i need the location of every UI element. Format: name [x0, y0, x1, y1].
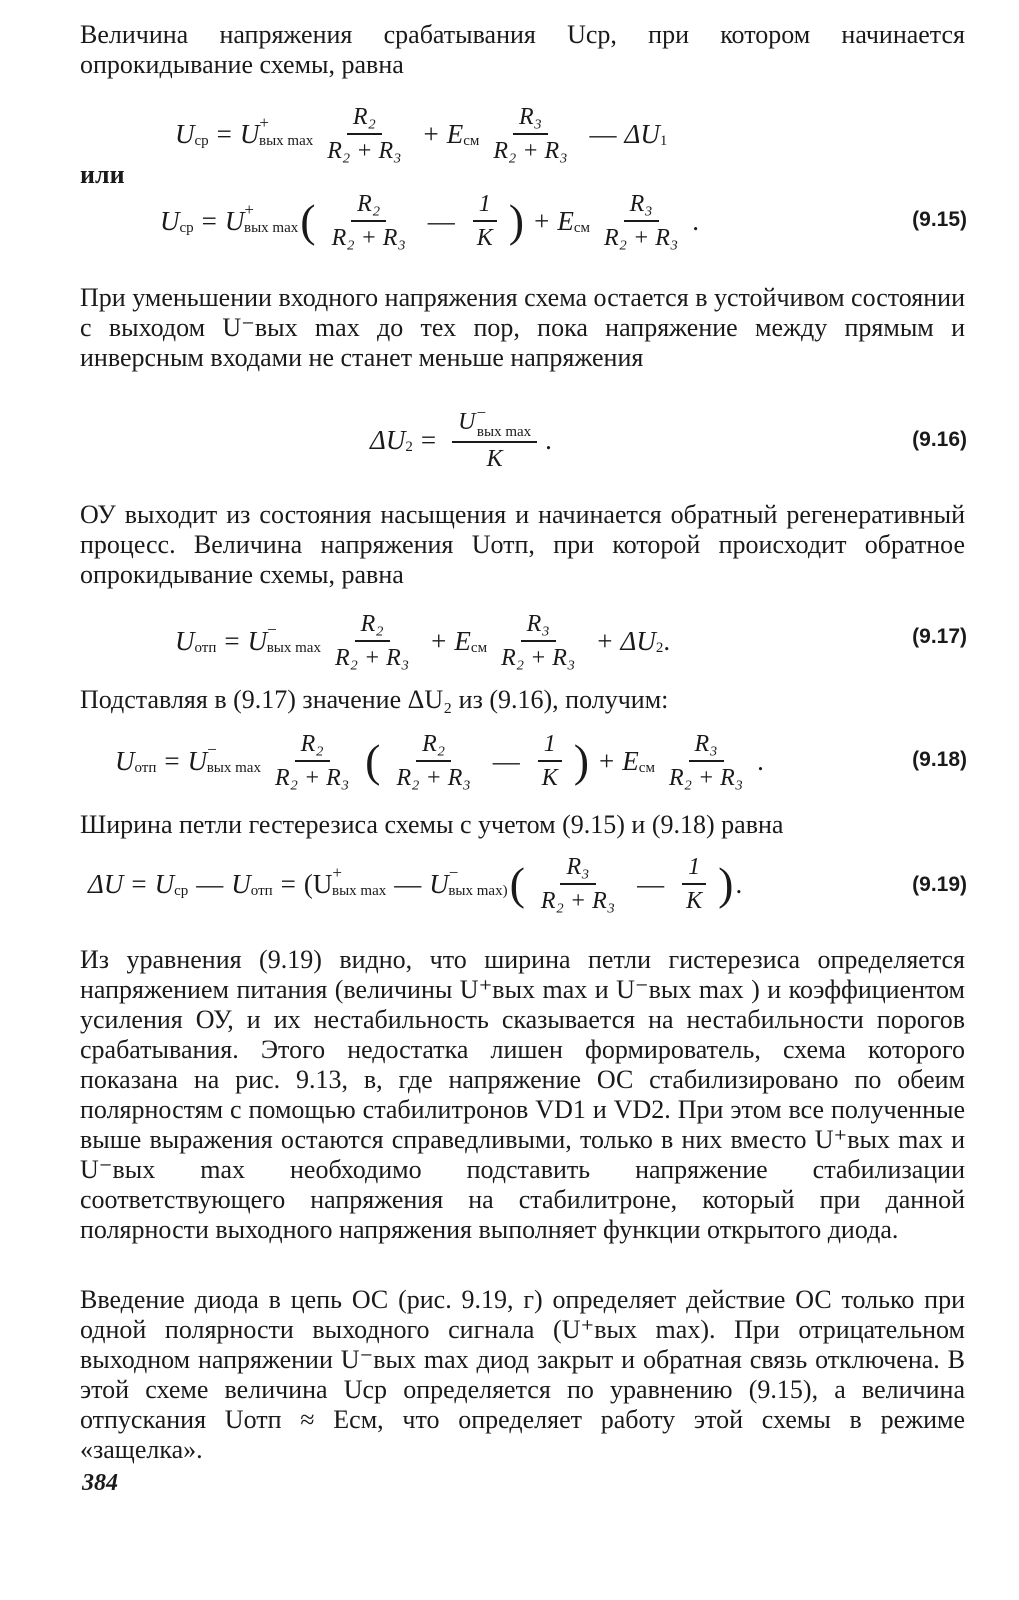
formula-9-17: U отп = U − вых max $\frac{\text{R₂}}{\text{R₂ + R₃}}$ + E см $\frac{\text{R₃}}{\text{R₂ + R₃}}$ + ΔU 2 .: [175, 611, 671, 671]
fraction: $\frac{\text{R₃}}{\text{R₂ + R₃}}$: [668, 731, 744, 791]
fraction: $\frac{\text{R₃}}{\text{R₂ + R₃}}$: [540, 854, 616, 914]
formula-9-15: U ср = U + вых max ( $\frac{\text{R₂}}{\text{R₂ + R₃}}$ — $\frac{1}{K}$ ) + E см $\frac{\text{R₃}}{\text{R₂ + R₃}}$ .: [160, 191, 699, 251]
formula-ucp-1: U ср = U + вых max $\frac{\text{R₂}}{\text{R₂ + R₃}}$ + E см $\frac{\text{R₃}}{\text{R₂ + R₃}}$ — ΔU 1: [175, 104, 668, 164]
fraction: $\frac{\text{R₂}}{\text{R₂ + R₃}}$: [327, 104, 402, 164]
fraction: $\frac{\text{R₂}}{\text{R₂ + R₃}}$: [331, 191, 406, 251]
fraction: $\frac{1}{K}$: [471, 190, 499, 252]
equation-number: (9.18): [912, 748, 967, 771]
page-number: 384: [82, 1470, 118, 1496]
fraction: $\frac{1}{K}$: [680, 853, 708, 915]
fraction: $\frac{\text{R₃}}{\text{R₂ + R₃}}$: [501, 611, 576, 671]
fraction: $\frac{U^-_{вых max}}{K}$: [452, 408, 537, 473]
paragraph-5: Ширина петли гестерезиса схемы с учетом (9.15) и (9.18) равна: [80, 810, 784, 839]
fraction: $\frac{\text{R₃}}{\text{R₂ + R₃}}$: [604, 191, 679, 251]
paragraph-6: Из уравнения (9.19) видно, что ширина петли гистерезиса определяется напряжением питания (величины U⁺вых max и U⁻вых max ) и коэффициентом усиления ОУ, и их нестабильность сказывается на нестабильности порогов срабатывания. Этого недостатка лишен формирователь, схема которого показана на рис. 9.13, в, где напряжение ОС стабилизировано по обеим полярностям с помощью стабилитронов VD1 и VD2. При этом все полученные выше выражения остаются справедливыми, только в них вместо U⁺вых max и U⁻вых max необходимо подставить напряжение стабилизации соответствующего напряжения на стабилитроне, который при данной полярности выходного напряжения выполняет функции открытого диода.: [80, 945, 965, 1244]
fraction: $\frac{\text{R₂}}{\text{R₂ + R₃}}$: [334, 611, 410, 671]
paragraph-3: ОУ выходит из состояния насыщения и начинается обратный регенеративный процесс. Величина напряжения Uотп, при которой происходит обратное опрокидывание схемы, равна: [80, 500, 965, 589]
equation-number: (9.15): [912, 208, 967, 231]
equation-number: (9.17): [912, 625, 967, 648]
fraction: $\frac{\text{R₃}}{\text{R₂ + R₃}}$: [493, 104, 568, 164]
paragraph-1: Величина напряжения срабатывания Uср, при котором начинается опрокидывание схемы, равна: [80, 20, 965, 79]
equation-number: (9.19): [912, 873, 967, 896]
connector-word: или: [80, 160, 125, 189]
fraction: $\frac{1}{K}$: [536, 730, 564, 792]
paragraph-4: Подставляя в (9.17) значение ΔU₂ из (9.16), получим:: [80, 685, 669, 714]
equation-number: (9.16): [912, 428, 967, 451]
paragraph-7: Введение диода в цепь ОС (рис. 9.19, г) определяет действие ОС только при одной полярности выходного сигнала (U⁺вых max). При отрицательном выходном напряжении U⁻вых max диод закрыт и обратная связь отключена. В этой схеме величина Uср определяется по уравнению (9.15), а величина отпускания Uотп ≈ Eсм, что определяет работу этой схемы в режиме «защелка».: [80, 1285, 965, 1464]
formula-9-19: ΔU = U ср — U отп = (U + вых max — U − вых max) ( $\frac{\text{R₃}}{\text{R₂ + R₃}}$ — $\frac{1}{K}$ ) .: [88, 854, 743, 914]
fraction: $\frac{\text{R₂}}{\text{R₂ + R₃}}$: [274, 731, 350, 791]
paragraph-2: При уменьшении входного напряжения схема остается в устойчивом состоянии с выходом U⁻вых max до тех пор, пока напряжение между прямым и инверсным входами не станет меньше напряжения: [80, 283, 965, 372]
fraction: $\frac{\text{R₂}}{\text{R₂ + R₃}}$: [396, 731, 471, 791]
formula-9-16: ΔU 2 = $\frac{U^-_{вых max}}{K}$ .: [370, 403, 552, 472]
formula-9-18: U отп = U − вых max $\frac{\text{R₂}}{\text{R₂ + R₃}}$ ( $\frac{\text{R₂}}{\text{R₂ + R₃}}$ — $\frac{1}{K}$ ) + E см $\frac{\text{R₃}}{\text{R₂ + R₃}}$ .: [115, 731, 764, 791]
